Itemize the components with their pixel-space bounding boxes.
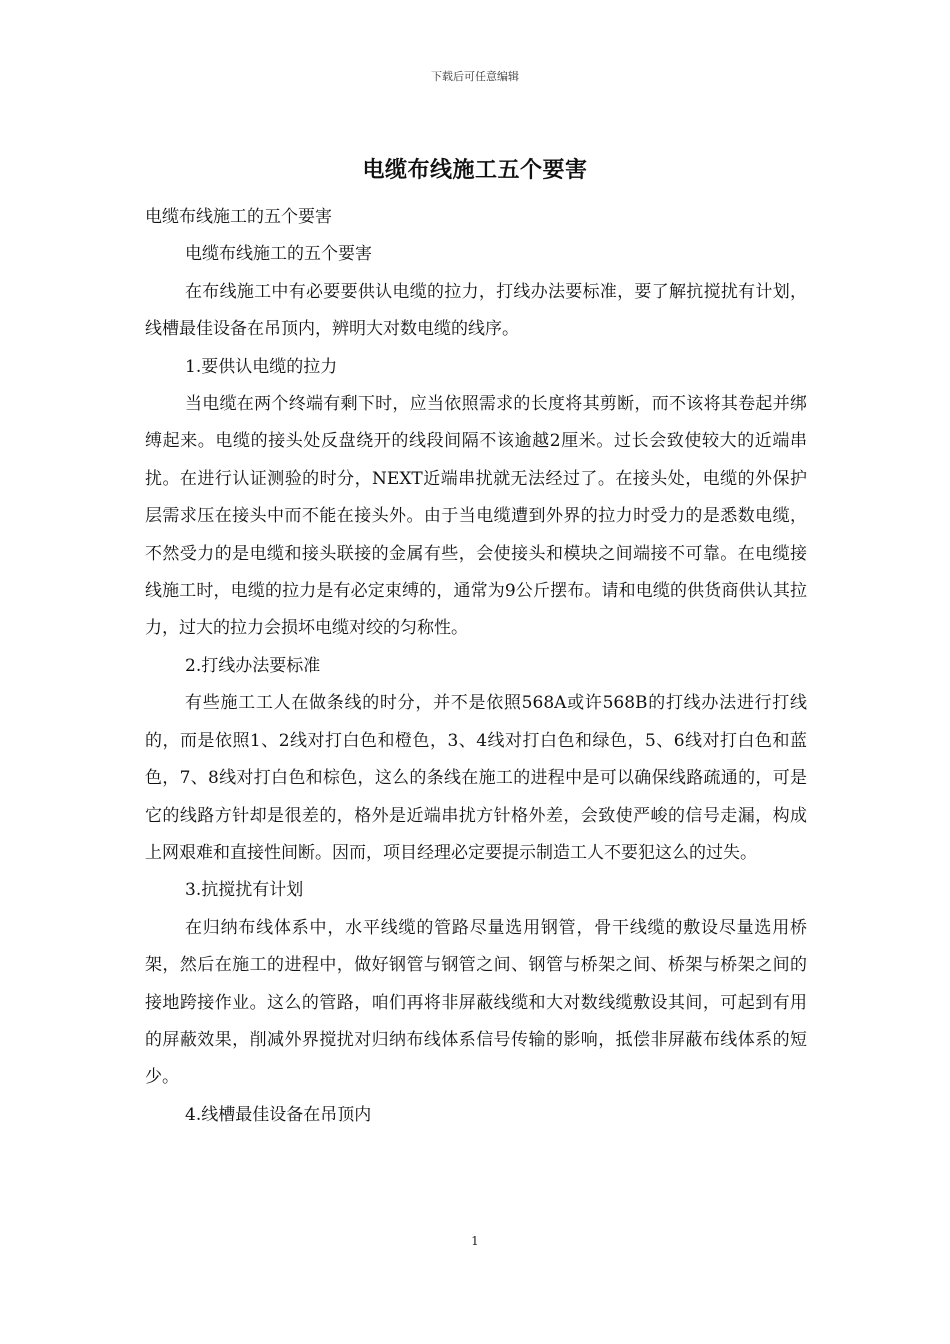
header-note: 下载后可任意编辑 <box>431 70 519 83</box>
section-1-paragraph: 当电缆在两个终端有剩下时，应当依照需求的长度将其剪断，而不该将其卷起并绑缚起来。电缆的接头处反盘绕开的线段间隔不该逾越2厘米。过长会致使较大的近端串扰。在进行认证测验的时分，NEXT近端串扰就无法经过了。在接头处，电缆的外保护层需求压在接头中而不能在接头外。由于当电缆遭到外界的拉力时受力的是悉数电缆，不然受力的是电缆和接头联接的金属有些，会使接头和模块之间端接不可靠。在电缆接线施工时，电缆的拉力是有必定束缚的，通常为9公斤摆布。请和电缆的供货商供认其拉力，过大的拉力会损坏电缆对绞的匀称性。 <box>145 394 807 639</box>
document-title: 电缆布线施工五个要害 <box>362 157 588 183</box>
section-heading: 电缆布线施工的五个要害 <box>185 244 372 265</box>
page-number: 1 <box>471 1234 479 1248</box>
section-3-paragraph: 在归纳布线体系中，水平线缆的管路尽量选用钢管，骨干线缆的敷设尽量选用桥架，然后在施工的进程中，做好钢管与钢管之间、钢管与桥架之间、桥架与桥架之间的接地跨接作业。这么的管路，咱们再将非屏蔽线缆和大对数线缆敷设其间，可起到有用的屏蔽效果，削减外界搅扰对归纳布线体系信号传输的影响，抵偿非屏蔽布线体系的短少。 <box>145 917 807 1088</box>
section-2-paragraph: 有些施工工人在做条线的时分，并不是依照568A或许568B的打线办法进行打线的，而是依照1、2线对打白色和橙色，3、4线对打白色和绿色，5、6线对打白色和蓝色，7、8线对打白色和棕色，这么的条线在施工的进程中是可以确保线路疏通的，可是它的线路方针却是很差的，格外是近端串扰方针格外差，会致使严峻的信号走漏，构成上网艰难和直接性间断。因而，项目经理必定要提示制造工人不要犯这么的过失。 <box>145 693 807 863</box>
section-2-heading: 2.打线办法要标准 <box>185 655 321 676</box>
intro-paragraph: 在布线施工中有必要要供认电缆的拉力，打线办法要标准，要了解抗搅扰有计划，线槽最佳设备在吊顶内，辨明大对数电缆的线序。 <box>145 281 807 340</box>
document-body <box>145 199 807 1134</box>
section-3-heading: 3.抗搅扰有计划 <box>185 880 304 901</box>
section-4-heading: 4.线槽最佳设备在吊顶内 <box>185 1104 372 1125</box>
section-1-heading: 1.要供认电缆的拉力 <box>185 356 338 377</box>
subtitle-line: 电缆布线施工的五个要害 <box>145 207 332 227</box>
